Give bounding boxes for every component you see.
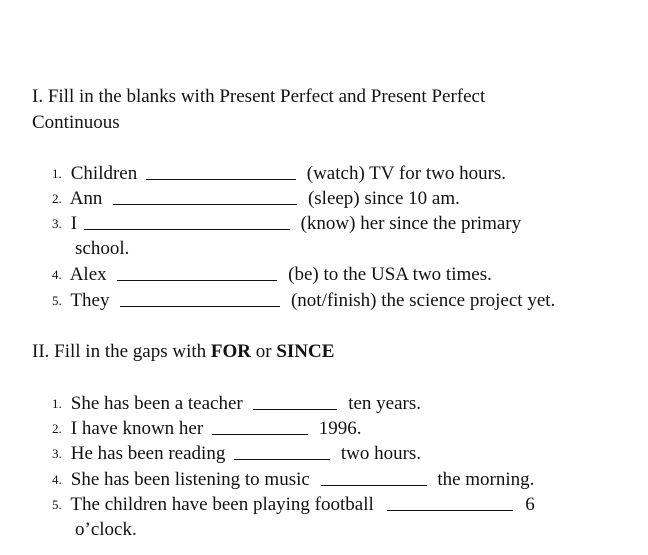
item-text-after: ten years. xyxy=(348,393,422,414)
list-item xyxy=(52,289,555,312)
item-text-before: I have known her xyxy=(70,418,204,439)
item-text-after: 1996. xyxy=(318,418,362,439)
item-text-before: I xyxy=(70,213,78,234)
section2-title xyxy=(32,341,334,363)
item-text-before: He has been reading xyxy=(70,443,226,464)
item-number: 5. xyxy=(52,293,62,308)
item-number: 4. xyxy=(52,267,62,282)
list-item xyxy=(52,493,535,516)
item-text-before: She has been a teacher xyxy=(70,393,243,414)
answer-blank[interactable] xyxy=(84,212,290,230)
list-item xyxy=(52,187,460,210)
item-text-after: (be) to the USA two times. xyxy=(288,264,492,285)
section2-title-for: FOR xyxy=(210,341,252,362)
item-text-after: two hours. xyxy=(340,443,422,464)
list-item xyxy=(52,417,361,440)
item-number: 2. xyxy=(52,421,62,436)
item-number: 2. xyxy=(52,191,62,206)
item-text-after: the morning. xyxy=(437,469,535,490)
item-number: 1. xyxy=(52,396,62,411)
section2-title-or: or xyxy=(251,341,277,362)
answer-blank[interactable] xyxy=(117,263,277,281)
item-text-before: Alex xyxy=(69,264,107,285)
section1-title-line2: Continuous xyxy=(32,112,120,133)
list-item xyxy=(52,442,421,465)
item-number: 3. xyxy=(52,216,62,231)
section2-title-since: SINCE xyxy=(276,341,335,362)
item-continuation: school. xyxy=(75,238,130,259)
list-item xyxy=(52,162,506,185)
item-number: 4. xyxy=(52,472,62,487)
answer-blank[interactable] xyxy=(146,162,296,180)
item-text-before: She has been listening to music xyxy=(70,469,310,490)
section1-title-line1: I. Fill in the blanks with Present Perfect and Present Perfect xyxy=(32,86,486,107)
item-text-after: (know) her since the primary xyxy=(300,213,522,234)
item-text-before: They xyxy=(70,290,110,311)
item-number: 1. xyxy=(52,166,62,181)
item-number: 5. xyxy=(52,497,62,512)
item-text-before: The children have been playing football xyxy=(70,494,374,515)
item-text-after: (not/finish) the science project yet. xyxy=(290,290,556,311)
item-text-before: Children xyxy=(70,163,138,184)
answer-blank[interactable] xyxy=(212,417,308,435)
item-text-before: Ann xyxy=(69,188,103,209)
item-text-after: (sleep) since 10 am. xyxy=(307,188,460,209)
answer-blank[interactable] xyxy=(321,468,427,486)
item-continuation: o’clock. xyxy=(75,519,137,540)
answer-blank[interactable] xyxy=(234,442,330,460)
item-text-after: (watch) TV for two hours. xyxy=(306,163,507,184)
answer-blank[interactable] xyxy=(120,289,280,307)
answer-blank[interactable] xyxy=(113,187,297,205)
item-text-after: 6 xyxy=(525,494,535,515)
list-item xyxy=(52,212,521,235)
answer-blank[interactable] xyxy=(387,493,513,511)
item-number: 3. xyxy=(52,446,62,461)
section2-title-prefix: II. Fill in the gaps with xyxy=(32,341,211,362)
list-item xyxy=(52,468,534,491)
answer-blank[interactable] xyxy=(253,392,337,410)
list-item xyxy=(52,263,492,286)
list-item xyxy=(52,392,421,415)
